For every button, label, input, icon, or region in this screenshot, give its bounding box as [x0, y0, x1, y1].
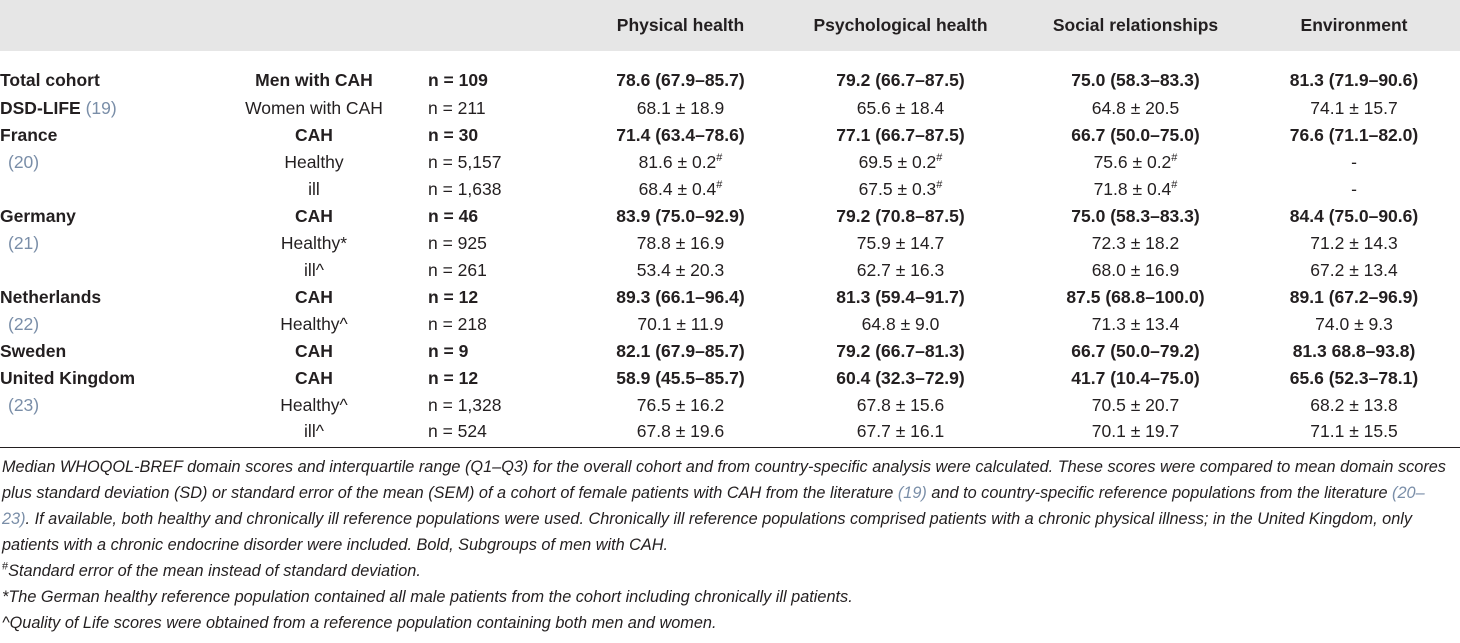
table-row [0, 230, 1460, 257]
row-psychological: 79.2 (70.8–87.5) [836, 206, 965, 226]
row-social: 75.0 (58.3–83.3) [1071, 69, 1200, 90]
row-subgroup: CAH [295, 125, 333, 145]
row-social: 66.7 (50.0–75.0) [1071, 125, 1200, 145]
row-group [0, 149, 200, 176]
sem-marker: # [1171, 152, 1178, 165]
row-n: n = 30 [428, 125, 479, 145]
row-psychological: 65.6 ± 18.4 [856, 98, 945, 118]
row-physical: 89.3 (66.1–96.4) [616, 287, 745, 307]
row-social [1023, 176, 1248, 203]
row-group [0, 284, 200, 311]
table-footnotes [2, 454, 1452, 636]
row-group [0, 203, 200, 230]
row-n: n = 925 [428, 233, 487, 253]
row-group [0, 311, 200, 338]
row-subgroup: Healthy* [280, 233, 348, 253]
row-social: 70.1 ± 19.7 [1091, 421, 1180, 441]
table-row [0, 203, 1460, 230]
sem-marker: # [716, 179, 723, 192]
table-row [0, 419, 1460, 446]
row-physical: 78.8 ± 16.9 [636, 233, 725, 253]
header-blank-group [0, 0, 200, 51]
table-row [0, 311, 1460, 338]
row-group [0, 392, 200, 419]
row-psychological: 81.3 (59.4–91.7) [836, 287, 965, 307]
row-psychological: 79.2 (66.7–87.5) [836, 69, 965, 90]
group-label: Sweden [0, 341, 67, 361]
row-n: n = 12 [428, 287, 479, 307]
footnote-text: Median WHOQOL-BREF domain scores and interquartile range (Q1–Q3) for the overall cohort and from country-specific analysis were calculated. These scores were compared to mean domain scores plus standard deviation (SD) or standard error of the mean (SEM) of a cohort of female patients with CAH from the literature [2, 458, 1446, 502]
table-row [0, 95, 1460, 122]
reference-link[interactable]: (19) [85, 98, 117, 118]
row-environment: 71.1 ± 15.5 [1310, 421, 1398, 441]
score-value: 69.5 ± 0.2 [858, 152, 937, 172]
row-n: n = 218 [428, 314, 487, 334]
footnote-main [2, 454, 1452, 558]
row-social: 68.0 ± 16.9 [1091, 260, 1180, 280]
row-social: 72.3 ± 18.2 [1091, 233, 1180, 253]
row-group [0, 95, 200, 122]
table-row [0, 365, 1460, 392]
row-subgroup: CAH [295, 206, 333, 226]
row-environment: 76.6 (71.1–82.0) [1289, 125, 1419, 145]
header-psychological-health: Psychological health [778, 0, 1023, 51]
sem-marker: # [1171, 179, 1178, 192]
row-social: 41.7 (10.4–75.0) [1071, 368, 1200, 388]
row-subgroup: Healthy^ [280, 314, 348, 334]
row-n: n = 211 [428, 98, 486, 118]
score-value: 75.6 ± 0.2 [1093, 152, 1172, 172]
score-value: 81.6 ± 0.2 [638, 152, 717, 172]
table-row [0, 51, 1460, 95]
footnote-mixed-sex: ^Quality of Life scores were obtained from a reference population containing both men and women. [2, 614, 717, 632]
table-row [0, 176, 1460, 203]
row-physical: 70.1 ± 11.9 [637, 314, 724, 334]
score-value: 67.5 ± 0.3 [858, 179, 937, 199]
row-group [0, 122, 200, 149]
row-subgroup: CAH [295, 341, 333, 361]
row-environment: 89.1 (67.2–96.9) [1289, 287, 1419, 307]
row-subgroup: Women with CAH [245, 98, 383, 118]
row-social: 70.5 ± 20.7 [1091, 395, 1180, 415]
row-physical: 53.4 ± 20.3 [636, 260, 725, 280]
reference-link[interactable]: (20) [8, 152, 40, 172]
row-environment: 74.1 ± 15.7 [1310, 98, 1398, 118]
header-social-relationships: Social relationships [1023, 0, 1248, 51]
group-label: Germany [0, 206, 76, 226]
row-n: n = 5,157 [428, 152, 502, 172]
score-value: 68.4 ± 0.4 [638, 179, 717, 199]
table-row [0, 284, 1460, 311]
row-group [0, 338, 200, 365]
row-n: n = 1,328 [428, 395, 502, 415]
reference-link[interactable]: (23) [8, 395, 40, 415]
reference-link[interactable]: (22) [8, 314, 40, 334]
row-psychological: 79.2 (66.7–81.3) [836, 341, 965, 361]
row-n: n = 1,638 [428, 179, 502, 199]
footnote-sem [2, 558, 1452, 584]
row-environment: - [1351, 179, 1357, 199]
row-n: n = 9 [428, 341, 469, 361]
row-environment: 74.0 ± 9.3 [1315, 314, 1393, 334]
row-environment: 81.3 (71.9–90.6) [1289, 69, 1419, 90]
row-psychological: 62.7 ± 16.3 [856, 260, 945, 280]
row-physical [583, 149, 778, 176]
row-psychological: 75.9 ± 14.7 [856, 233, 945, 253]
row-subgroup: ill [308, 179, 320, 199]
table-row [0, 149, 1460, 176]
row-subgroup: ill^ [304, 421, 324, 441]
footnote-text: and to country-specific reference populations from the literature [931, 484, 1388, 502]
group-label: France [0, 125, 58, 145]
row-n: n = 109 [428, 69, 488, 90]
row-psychological [778, 176, 1023, 203]
row-physical: 67.8 ± 19.6 [636, 421, 725, 441]
group-label: Total cohort [0, 69, 100, 90]
row-environment: 67.2 ± 13.4 [1310, 260, 1398, 280]
table-header [0, 0, 1460, 51]
row-environment: - [1351, 152, 1357, 172]
reference-link[interactable]: (20–23) [2, 484, 1425, 528]
group-label: Netherlands [0, 287, 102, 307]
row-social: 87.5 (68.8–100.0) [1066, 287, 1205, 307]
row-social: 71.3 ± 13.4 [1091, 314, 1180, 334]
sem-marker: # [936, 179, 943, 192]
row-environment: 84.4 (75.0–90.6) [1289, 206, 1419, 226]
row-group [0, 176, 200, 203]
row-subgroup: Healthy [284, 152, 344, 172]
row-subgroup: Men with CAH [255, 69, 373, 90]
row-group [0, 230, 200, 257]
row-group [0, 257, 200, 284]
row-group [0, 365, 200, 392]
row-group [0, 51, 200, 95]
row-n: n = 46 [428, 206, 479, 226]
sem-marker: # [2, 560, 9, 573]
table-body [0, 51, 1460, 446]
row-physical: 78.6 (67.9–85.7) [616, 69, 745, 90]
sem-marker: # [716, 152, 723, 165]
header-physical-health: Physical health [583, 0, 778, 51]
row-psychological: 60.4 (32.3–72.9) [836, 368, 965, 388]
row-environment: 68.2 ± 13.8 [1310, 395, 1398, 415]
row-n: n = 524 [428, 421, 487, 441]
row-physical: 76.5 ± 16.2 [636, 395, 725, 415]
row-social: 64.8 ± 20.5 [1091, 98, 1180, 118]
row-environment: 81.3 68.8–93.8) [1292, 341, 1416, 361]
row-social: 75.0 (58.3–83.3) [1071, 206, 1200, 226]
row-group [0, 419, 200, 446]
reference-link[interactable]: (21) [8, 233, 40, 253]
group-label: DSD-LIFE [0, 98, 81, 118]
row-subgroup: Healthy^ [280, 395, 348, 415]
row-psychological: 77.1 (66.7–87.5) [836, 125, 965, 145]
footnote-german-healthy: *The German healthy reference population contained all male patients from the cohort including chronically ill patients. [2, 588, 853, 606]
row-environment: 65.6 (52.3–78.1) [1289, 368, 1419, 388]
score-value: 71.8 ± 0.4 [1093, 179, 1172, 199]
header-row [0, 0, 1460, 51]
footnote-text: . If available, both healthy and chronically ill reference populations were used. Chronically ill reference populations comprised patients with a chronic physical illness; in the United Kingdom, only patients with a chronic endocrine disorder were included. Bold, Subgroups of men with CAH. [2, 510, 1413, 554]
footnote-text: Standard error of the mean instead of standard deviation. [8, 562, 421, 580]
table-row [0, 257, 1460, 284]
row-social [1023, 149, 1248, 176]
row-subgroup: CAH [295, 287, 333, 307]
reference-link[interactable]: (19) [897, 484, 927, 502]
row-psychological: 67.7 ± 16.1 [856, 421, 945, 441]
header-environment: Environment [1248, 0, 1460, 51]
row-environment: 71.2 ± 14.3 [1310, 233, 1398, 253]
row-psychological: 67.8 ± 15.6 [856, 395, 945, 415]
row-subgroup: CAH [295, 368, 333, 388]
row-physical: 71.4 (63.4–78.6) [616, 125, 745, 145]
row-psychological: 64.8 ± 9.0 [861, 314, 940, 334]
row-n: n = 261 [428, 260, 487, 280]
table-row [0, 338, 1460, 365]
row-physical: 83.9 (75.0–92.9) [616, 206, 745, 226]
row-physical: 68.1 ± 18.9 [636, 98, 725, 118]
header-blank-subgroup [200, 0, 428, 51]
table-bottom-rule [0, 447, 1460, 448]
sem-marker: # [936, 152, 943, 165]
group-label: United Kingdom [0, 368, 136, 388]
row-social: 66.7 (50.0–79.2) [1071, 341, 1200, 361]
table-row [0, 392, 1460, 419]
row-psychological [778, 149, 1023, 176]
row-n: n = 12 [428, 368, 479, 388]
table-row [0, 122, 1460, 149]
row-physical: 58.9 (45.5–85.7) [616, 368, 745, 388]
header-blank-n [428, 0, 583, 51]
row-physical [583, 176, 778, 203]
row-subgroup: ill^ [304, 260, 324, 280]
row-physical: 82.1 (67.9–85.7) [616, 341, 745, 361]
